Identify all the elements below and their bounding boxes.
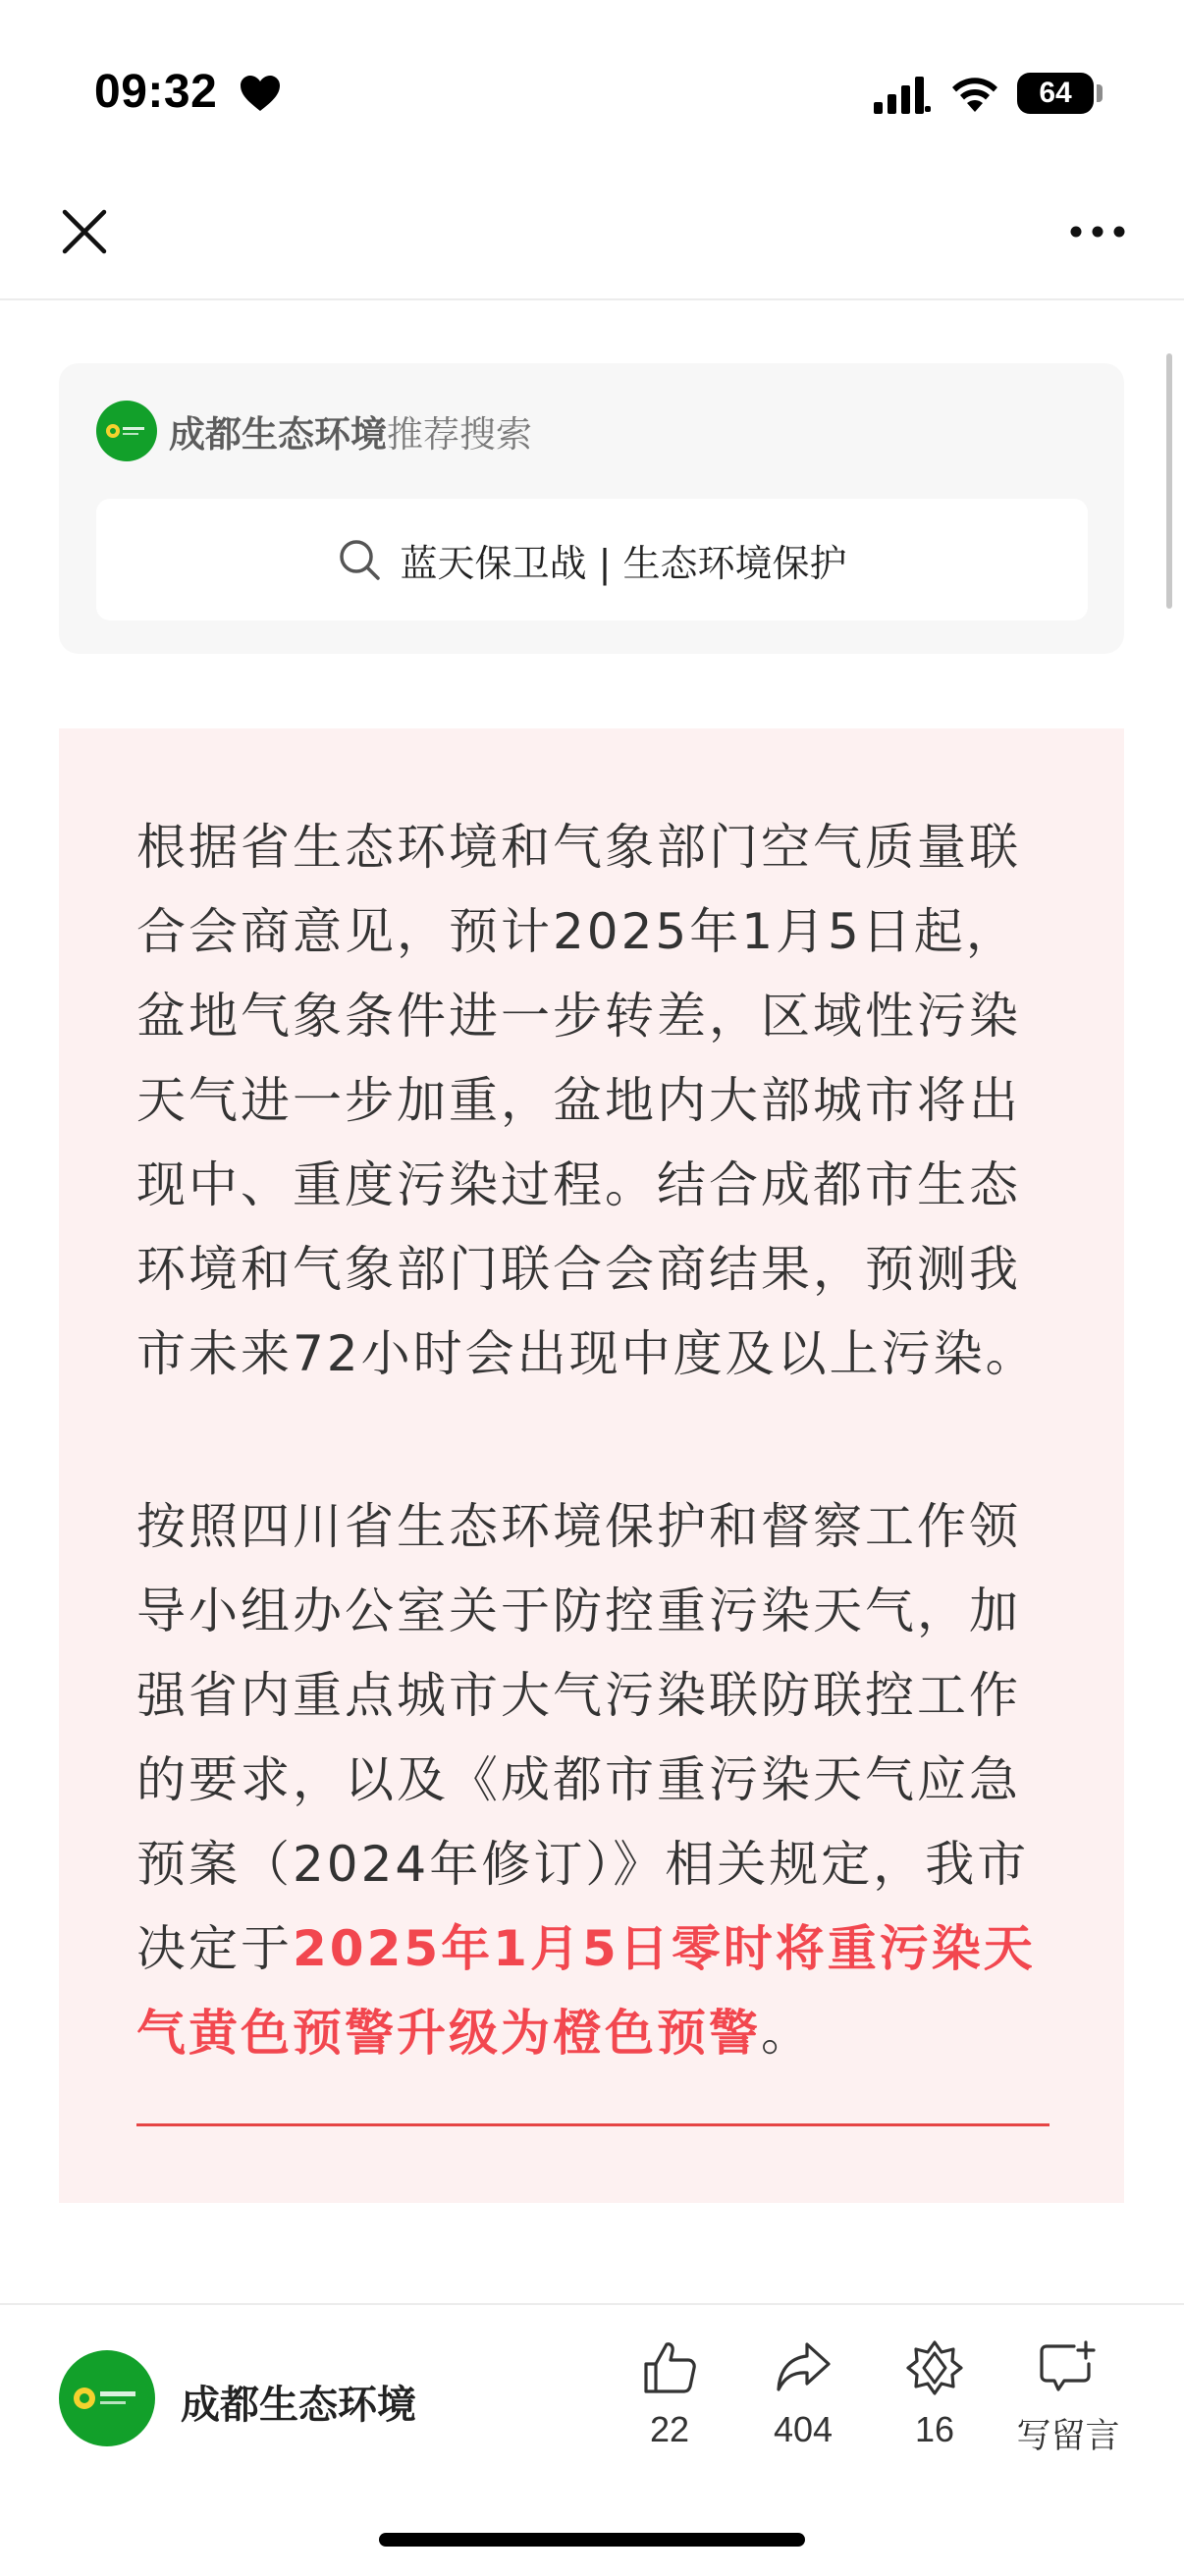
status-bar: [0, 0, 1184, 187]
article-content-card: [59, 728, 1124, 2203]
battery-indicator: 64: [1017, 73, 1094, 114]
article-paragraph-text: 按照四川省生态环境保护和督察工作领导小组办公室关于防控重污染天气，加强省内重点城市大气污染联防联控工作的要求，以及《成都市重污染天气应急预案（2024年修订）》相关规定，我市决定于: [136, 1498, 1030, 1977]
recommended-search-button[interactable]: [96, 499, 1088, 620]
nav-bar: [0, 187, 1184, 300]
heart-icon: [240, 75, 281, 112]
account-avatar[interactable]: [59, 2350, 155, 2446]
article-paragraph: [136, 1484, 1051, 2075]
recommended-search-query: 蓝天保卫战 | 生态环境保护: [400, 541, 847, 585]
share-button[interactable]: [734, 2338, 872, 2466]
wow-count: 16: [914, 2409, 955, 2449]
article-paragraph: 根据省生态环境和气象部门空气质量联合会商意见，预计2025年1月5日起，盆地气象条件进一步转差，区域性污染天气进一步加重，盆地内大部城市将出现中、重度污染过程。结合成都市生态环境和气象部门联合会商结果，预测我市未来72小时会出现中度及以上污染。: [136, 819, 1038, 1382]
status-time: 09:32: [94, 66, 218, 118]
account-logo: [96, 401, 157, 461]
scroll-indicator[interactable]: [1166, 353, 1172, 609]
share-arrow-icon: [774, 2338, 833, 2397]
recommend-label: 推荐搜索: [387, 413, 532, 456]
wifi-icon: [948, 73, 1001, 114]
close-icon[interactable]: [59, 206, 110, 257]
recommend-header: [96, 401, 532, 461]
home-indicator[interactable]: [379, 2533, 805, 2547]
warning-highlight: 2025年1月5日零时将重污染天气黄色预警升级为橙色预警: [136, 1920, 1036, 2062]
article-paragraph-end: 。: [761, 2005, 813, 2062]
article-divider: [136, 2123, 1049, 2126]
account-name[interactable]: 成都生态环境: [181, 2383, 416, 2428]
comment-plus-icon: [1037, 2338, 1100, 2397]
like-button[interactable]: [601, 2338, 738, 2466]
share-count: 404: [773, 2409, 834, 2449]
wow-button[interactable]: [866, 2338, 1003, 2466]
search-icon: [338, 538, 381, 581]
write-comment-label: 写留言: [1016, 2417, 1120, 2456]
recommend-account-name: 成都生态环境: [169, 413, 387, 456]
cellular-signal-icon: [874, 77, 933, 114]
thumbs-up-icon: [640, 2338, 699, 2397]
more-options-icon[interactable]: [1068, 222, 1127, 242]
logo-emblem-icon: [96, 401, 157, 461]
logo-emblem-icon: [59, 2350, 155, 2446]
recommend-search-card: [59, 363, 1124, 654]
wow-flower-icon: [905, 2338, 964, 2397]
battery-tip: [1097, 84, 1103, 102]
like-count: 22: [649, 2409, 690, 2449]
write-comment-button[interactable]: [999, 2338, 1137, 2466]
